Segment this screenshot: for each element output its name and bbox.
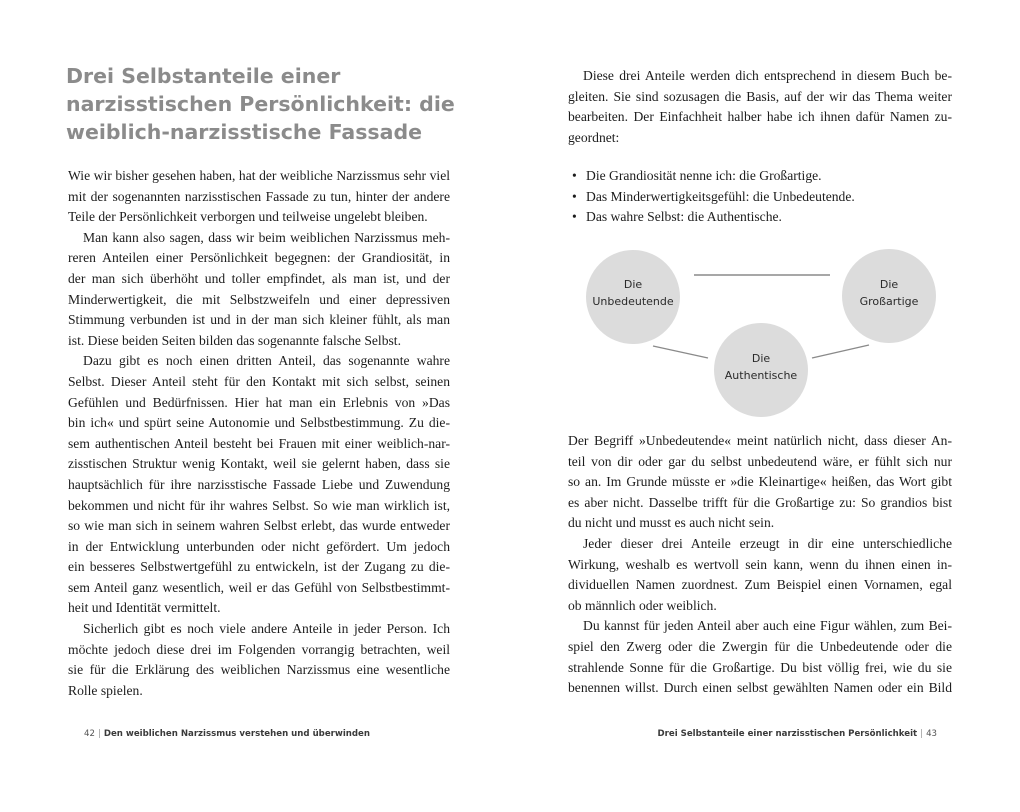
text-line: Wirkung, weshalb es wertvoll sein kann, wenn du ihnen einen in- — [568, 556, 952, 572]
text-line: Diese drei Anteile werden dich entsprechend in diesem Buch be- — [583, 68, 952, 83]
text-line: sie für die Erklärung des weiblichen Narzissmus eine wesentliche — [68, 662, 450, 678]
node-grossartige — [842, 249, 936, 343]
text-line: benennen willst. Durch einen selbst gewählten Namen oder ein Bild — [568, 680, 952, 696]
footer-left — [84, 729, 370, 739]
text-line: dividuellen Namen zuordnest. Zum Beispiel einen Vornamen, egal — [568, 577, 952, 593]
bullet-icon: • — [572, 209, 577, 225]
list-item-text: Die Grandiosität nenne ich: die Großartige. — [586, 168, 822, 183]
list-item-text: Das wahre Selbst: die Authentische. — [586, 209, 782, 225]
running-title: Den weiblichen Narzissmus verstehen und überwinden — [103, 729, 371, 739]
text-line: ist. Diese beiden Seiten bilden das sogenannte falsche Selbst. — [68, 332, 401, 348]
text-line: bearbeiten. Der Einfachheit halber habe ich ihnen dafür Namen zu- — [568, 109, 952, 125]
text-line: mit der sogenannten narzisstischen Fassade zu tun, hinter der andere — [68, 188, 450, 204]
text-line: zisstischen Struktur wenig Kontakt, weil sie gelernt haben, dass sie — [68, 456, 450, 472]
text-line: Wie wir bisher gesehen haben, hat der weibliche Narzissmus sehr viel — [68, 168, 450, 183]
left-page-body — [68, 166, 450, 701]
list-item — [572, 166, 952, 187]
text-line: so an. Im Grunde müsste er »die Kleinartige« heißen, das Wort gibt — [568, 474, 952, 490]
text-line: Rolle spielen. — [68, 682, 143, 698]
page-number: 43 — [926, 729, 937, 739]
text-line: Jeder dieser drei Anteile erzeugt in dir eine unterschiedliche — [583, 535, 952, 551]
self-parts-diagram — [560, 240, 960, 430]
node-label: Die — [623, 278, 643, 291]
list-item — [572, 207, 952, 228]
heading-line: narzisstischen Persönlichkeit: die — [66, 92, 455, 116]
node-unbedeutende — [586, 250, 680, 344]
list-item-text: Das Minderwertigkeitsgefühl: die Unbedeutende. — [586, 188, 855, 204]
text-line: Minderwertigkeit, die mit Selbstzweifeln und einer depressiven — [68, 291, 450, 307]
chapter-heading — [66, 62, 486, 146]
list-item — [572, 187, 952, 208]
text-line: Dazu gibt es noch einen dritten Anteil, das sogenannte wahre — [83, 353, 450, 369]
heading-line: weiblich-narzisstische Fassade — [66, 120, 423, 144]
text-line: strahlende Sonne für die Großartige. Du bist völlig frei, wie du sie — [568, 659, 952, 675]
text-line: Man kann also sagen, dass wir beim weiblichen Narzissmus meh- — [83, 229, 450, 245]
text-line: in der Entwicklung unterbunden oder nicht gefördert. Um jedoch — [68, 538, 450, 554]
footer-separator: | — [920, 729, 924, 739]
node-authentische — [714, 323, 808, 417]
connector-line — [812, 345, 869, 358]
text-line: geordnet: — [568, 129, 620, 145]
text-line: reren Anteilen einer Persönlichkeit begegnen: der Grandiosität, in — [68, 250, 450, 266]
text-line: spiel den Zwerg oder die Zwergin für die Unbedeutende oder die — [568, 638, 952, 654]
text-line: Selbst. Dieser Anteil steht für den Kontakt mit sich selbst, seinen — [68, 373, 450, 389]
text-line: es aber nicht. Dasselbe trifft für die Großartige zu: So grandios bist — [568, 494, 952, 510]
text-line: Gefühlen und Bedürfnissen. Hier hat man ein Erlebnis von »Das — [68, 394, 450, 410]
heading-line: Drei Selbstanteile einer — [66, 64, 341, 88]
text-line: sem authentischen Anteil besteht bei Frauen mit einer weiblich-nar- — [68, 435, 450, 451]
text-line: hauptsächlich für ihre narzisstische Fassade Liebe und Zuwendung — [68, 476, 450, 492]
text-line: möchte jedoch diese drei im Folgenden vorrangig betrachten, weil — [68, 641, 450, 657]
node-label: Großartige — [859, 295, 919, 308]
text-line: ob männlich oder weiblich. — [568, 597, 717, 613]
text-line: Der Begriff »Unbedeutende« meint natürlich nicht, dass dieser An- — [568, 433, 952, 448]
text-line: du nicht und musst es auch nicht sein. — [568, 515, 775, 531]
node-label: Die — [751, 352, 771, 365]
bullet-list — [572, 166, 952, 228]
node-label: Authentische — [724, 369, 798, 382]
node-label: Unbedeutende — [592, 295, 674, 308]
text-line: ein besseres Selbstwertgefühl zu entwickeln, ist der Zugang zu die- — [68, 559, 450, 575]
text-line: bin ich« und spürt seine Autonomie und Selbstbestimmung. Zu die- — [68, 415, 450, 431]
text-line: der man sich überhöht und toller empfindet, als man ist, und der — [68, 270, 450, 286]
bullet-icon: • — [572, 168, 577, 183]
text-line: Du kannst für jeden Anteil aber auch eine Figur wählen, zum Bei- — [583, 618, 952, 634]
footer-right — [658, 729, 937, 739]
connector-line — [653, 346, 708, 358]
footer-separator: | — [97, 729, 101, 739]
right-page-intro — [568, 66, 952, 148]
text-line: gleiten. Sie sind sozusagen die Basis, auf der wir das Thema weiter — [568, 88, 952, 104]
running-title: Drei Selbstanteile einer narzisstischen Persönlichkeit — [657, 729, 918, 739]
bullet-icon: • — [572, 188, 577, 204]
text-line: sem Anteil ganz wesentlich, weil er das Gefühl von Selbstbestimmt- — [68, 579, 450, 595]
text-line: bekommen und nicht für ihr wahres Selbst. So wie man wirklich ist, — [68, 497, 450, 513]
right-page-body — [568, 431, 952, 699]
text-line: teil von dir oder gar du selbst unbedeutend wäre, er fühlt sich nur — [568, 453, 952, 469]
text-line: heit und Identität vermittelt. — [68, 600, 221, 616]
text-line: so wie man sich in seinem wahren Selbst erlebt, das wurde entweder — [68, 518, 450, 534]
node-label: Die — [879, 278, 899, 291]
text-line: Sicherlich gibt es noch viele andere Anteile in jeder Person. Ich — [83, 621, 450, 637]
text-line: Stimmung verbunden ist und in der man sich kleiner fühlt, als man — [68, 312, 450, 328]
page-number: 42 — [84, 729, 95, 739]
text-line: Teile der Persönlichkeit verborgen und teilweise ungelebt bleiben. — [68, 209, 428, 225]
